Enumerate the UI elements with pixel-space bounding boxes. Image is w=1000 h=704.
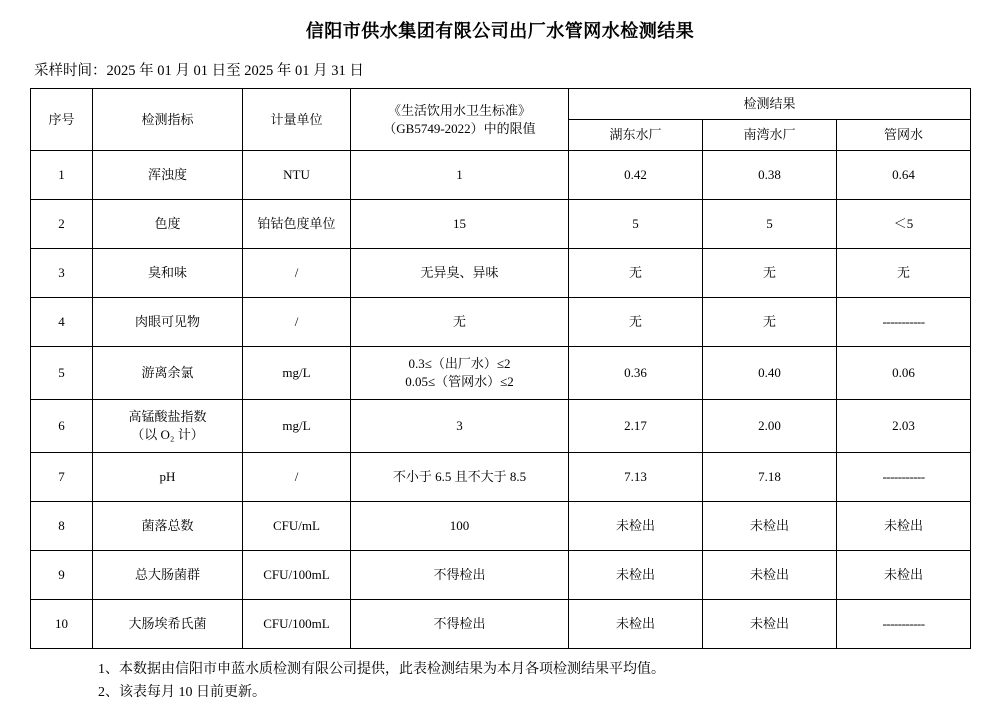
- table-row: [31, 249, 971, 298]
- table-row: [31, 298, 971, 347]
- cell-plant1: 未检出: [569, 600, 703, 649]
- cell-plant2: 2.00: [703, 400, 837, 453]
- cell-item: 大肠埃希氏菌: [93, 600, 243, 649]
- cell-network: 未检出: [837, 551, 971, 600]
- cell-no: 8: [31, 502, 93, 551]
- cell-plant1: 无: [569, 249, 703, 298]
- cell-network: -----------: [837, 453, 971, 502]
- cell-no: 7: [31, 453, 93, 502]
- cell-plant2: 无: [703, 249, 837, 298]
- cell-limit-line2: 0.05≤（管网水）≤2: [405, 374, 514, 389]
- header-plant2: 南湾水厂: [703, 120, 837, 151]
- table-row: [31, 151, 971, 200]
- cell-network: 未检出: [837, 502, 971, 551]
- cell-no: 6: [31, 400, 93, 453]
- cell-plant2: 0.40: [703, 347, 837, 400]
- cell-item-line2: （以 O₂ 计）: [131, 427, 204, 442]
- cell-unit: /: [243, 298, 351, 347]
- cell-item-line1: 高锰酸盐指数: [128, 409, 207, 425]
- header-unit: 计量单位: [243, 89, 351, 151]
- cell-plant1: 5: [569, 200, 703, 249]
- table-row: [31, 600, 971, 649]
- footnote-1: 1、本数据由信阳市申蓝水质检测有限公司提供，此表检测结果为本月各项检测结果平均值。: [98, 662, 665, 677]
- cell-item: 总大肠菌群: [93, 551, 243, 600]
- cell-plant1: 未检出: [569, 551, 703, 600]
- cell-unit: mg/L: [243, 347, 351, 400]
- cell-network: 0.64: [837, 151, 971, 200]
- cell-limit-line1: 0.3≤（出厂水）≤2: [408, 356, 511, 372]
- cell-plant2: 未检出: [703, 551, 837, 600]
- table-row: [31, 347, 971, 400]
- cell-unit: mg/L: [243, 400, 351, 453]
- header-limit-line1: 《生活饮用水卫生标准》: [387, 102, 531, 118]
- cell-item: [93, 400, 243, 453]
- cell-limit: 1: [351, 151, 569, 200]
- cell-network: 2.03: [837, 400, 971, 453]
- cell-network: -----------: [837, 298, 971, 347]
- cell-no: 10: [31, 600, 93, 649]
- table-row: [31, 400, 971, 453]
- cell-item: 游离余氯: [93, 347, 243, 400]
- cell-plant2: 7.18: [703, 453, 837, 502]
- table-row: [31, 551, 971, 600]
- cell-limit: 100: [351, 502, 569, 551]
- cell-plant2: 无: [703, 298, 837, 347]
- cell-no: 5: [31, 347, 93, 400]
- cell-limit: 无: [351, 298, 569, 347]
- cell-limit: 15: [351, 200, 569, 249]
- cell-network: ＜5: [837, 200, 971, 249]
- cell-limit: 不得检出: [351, 551, 569, 600]
- cell-plant1: 7.13: [569, 453, 703, 502]
- sample-period-text: 采样时间：2025 年 01 月 01 日至 2025 年 01 月 31 日: [34, 63, 364, 79]
- table-row: [31, 453, 971, 502]
- header-item: 检测指标: [93, 89, 243, 151]
- cell-network: 0.06: [837, 347, 971, 400]
- cell-item: 臭和味: [93, 249, 243, 298]
- cell-plant2: 未检出: [703, 502, 837, 551]
- cell-no: 3: [31, 249, 93, 298]
- cell-no: 9: [31, 551, 93, 600]
- table-header: [31, 89, 971, 151]
- cell-network: 无: [837, 249, 971, 298]
- cell-no: 2: [31, 200, 93, 249]
- table-body: [31, 151, 971, 649]
- cell-limit: 无异臭、异味: [351, 249, 569, 298]
- document-page: [0, 17, 1000, 701]
- water-quality-table: [30, 88, 971, 649]
- header-limit: [351, 89, 569, 151]
- footnotes: [98, 658, 1000, 704]
- cell-limit: 不得检出: [351, 600, 569, 649]
- table-row: [31, 502, 971, 551]
- cell-unit: NTU: [243, 151, 351, 200]
- cell-plant2: 未检出: [703, 600, 837, 649]
- cell-unit: /: [243, 249, 351, 298]
- cell-plant1: 2.17: [569, 400, 703, 453]
- cell-plant1: 未检出: [569, 502, 703, 551]
- cell-unit: CFU/100mL: [243, 551, 351, 600]
- cell-limit: [351, 347, 569, 400]
- cell-network: -----------: [837, 600, 971, 649]
- cell-limit: 3: [351, 400, 569, 453]
- cell-no: 4: [31, 298, 93, 347]
- cell-item: 浑浊度: [93, 151, 243, 200]
- cell-item: 色度: [93, 200, 243, 249]
- header-results-group: 检测结果: [569, 89, 971, 120]
- cell-unit: 铂钴色度单位: [243, 200, 351, 249]
- cell-plant2: 5: [703, 200, 837, 249]
- cell-plant1: 0.36: [569, 347, 703, 400]
- header-network: 管网水: [837, 120, 971, 151]
- cell-item: pH: [93, 453, 243, 502]
- cell-plant1: 0.42: [569, 151, 703, 200]
- cell-no: 1: [31, 151, 93, 200]
- cell-limit: 不小于 6.5 且不大于 8.5: [351, 453, 569, 502]
- cell-unit: CFU/mL: [243, 502, 351, 551]
- header-plant1: 湖东水厂: [569, 120, 703, 151]
- table-row: [31, 200, 971, 249]
- header-no: 序号: [31, 89, 93, 151]
- cell-item: 肉眼可见物: [93, 298, 243, 347]
- table-header-row-1: [31, 89, 971, 120]
- cell-unit: /: [243, 453, 351, 502]
- header-limit-line2: （GB5749-2022）中的限值: [383, 120, 536, 136]
- cell-item: 菌落总数: [93, 502, 243, 551]
- page-title: 信阳市供水集团有限公司出厂水管网水检测结果: [305, 21, 695, 41]
- footnote-2: 2、该表每月 10 日前更新。: [98, 685, 266, 701]
- cell-unit: CFU/100mL: [243, 600, 351, 649]
- cell-plant1: 无: [569, 298, 703, 347]
- cell-plant2: 0.38: [703, 151, 837, 200]
